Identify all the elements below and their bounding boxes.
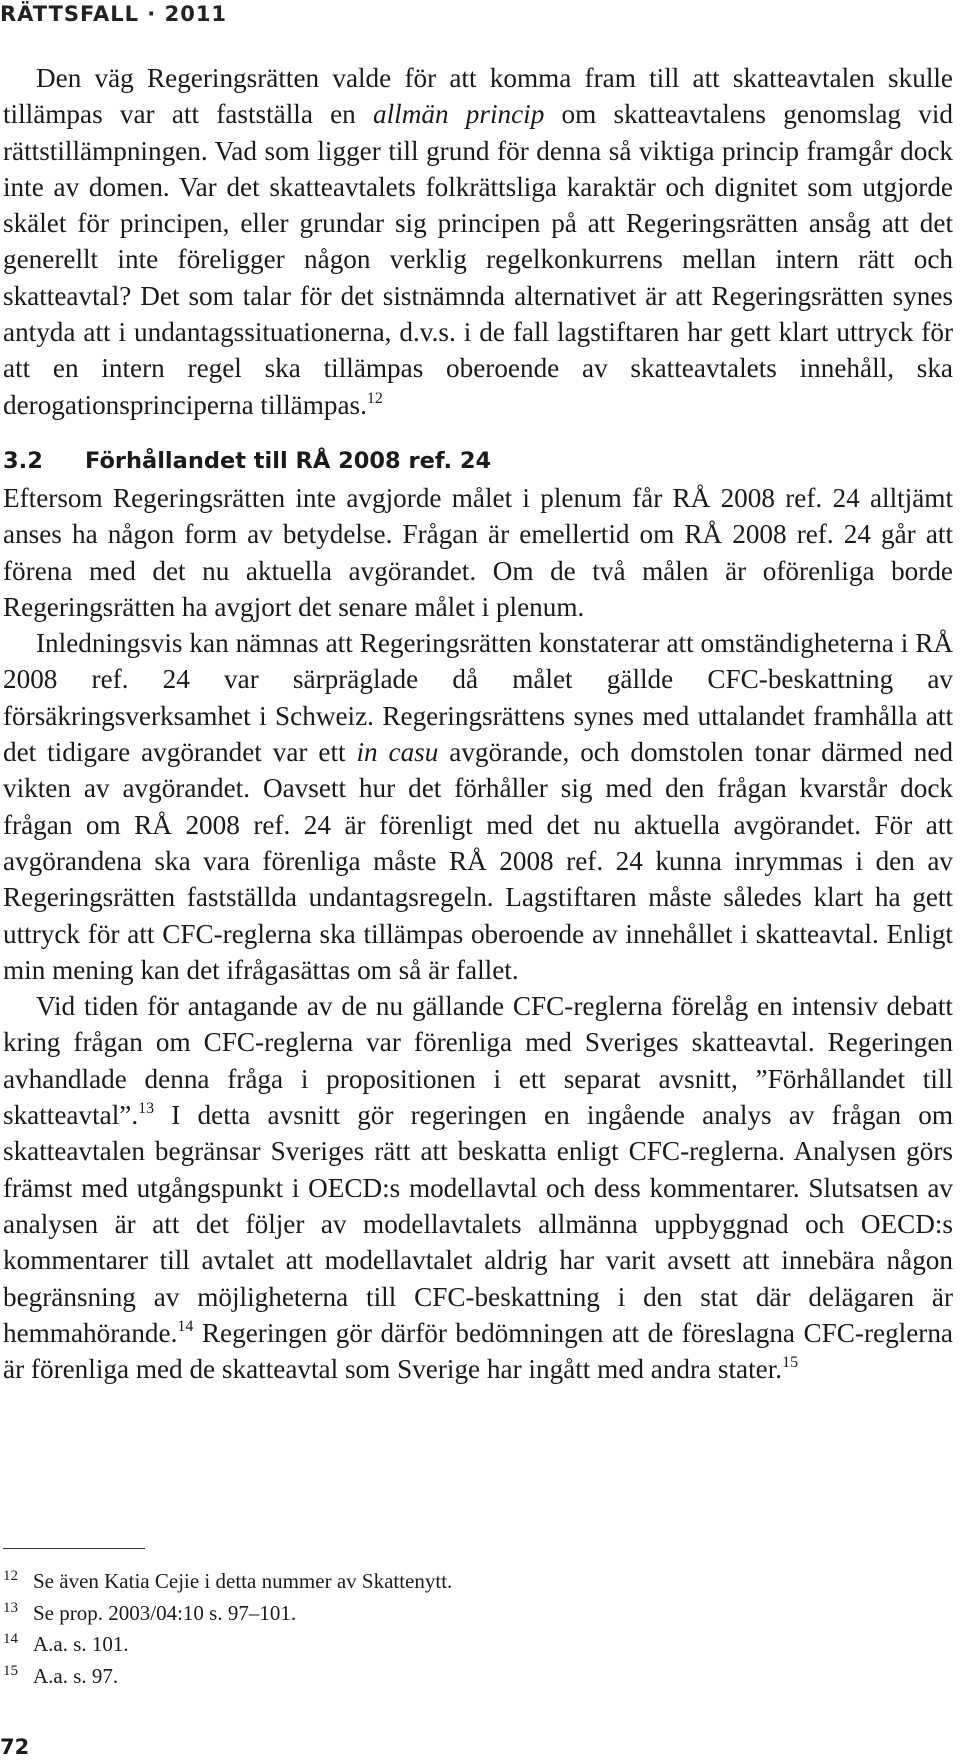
footnote-text: A.a. s. 101. <box>33 1632 129 1656</box>
footnote-ref-14[interactable]: 14 <box>177 1317 194 1335</box>
section-number: 3.2 <box>3 447 43 474</box>
footnote-item <box>3 1661 903 1693</box>
footnotes <box>3 1566 903 1692</box>
footnote-item <box>3 1566 903 1598</box>
footnote-number: 14 <box>3 1631 18 1647</box>
footnote-number: 12 <box>3 1568 18 1584</box>
footnote-text: Se även Katia Cejie i detta nummer av Skattenytt. <box>33 1569 453 1593</box>
section-heading <box>3 446 953 476</box>
article-body <box>3 60 953 1387</box>
footnote-number: 13 <box>3 1599 18 1616</box>
footnote-text: A.a. s. 97. <box>33 1663 119 1688</box>
paragraph-3: Inledningsvis kan nämnas att Regeringsrätten konstaterar att omständigheterna i RÅ 2008 ref. 24 var särpräglade då målet gällde CFC-beskattning av försäkringsverksamhet i Schweiz. Regeringsrättens synes med uttalandet framhålla att det tidigare avgörandet var ett in casu avgörande, och domstolen tonar därmed ned vikten av avgörandet. Oavsett hur det förhåller sig med den frågan kvarstår dock frågan om RÅ 2008 ref. 24 är förenligt med det nu aktuella avgörandet. För att avgörandena ska vara förenliga måste RÅ 2008 ref. 24 kunna inrymmas i den av Regeringsrätten fastställda undantagsregeln. Lagstiftaren måste således klart ha gett uttryck för att CFC-reglerna ska tillämpas oberoende av innehållet i skatteavtal. Enligt min mening kan det ifrågasättas om så är fallet. <box>3 628 953 985</box>
footnote-item <box>3 1598 903 1630</box>
footnote-ref-12[interactable]: 12 <box>366 389 383 407</box>
footnote-ref-15[interactable]: 15 <box>782 1354 799 1372</box>
footnote-text: Se prop. 2003/04:10 s. 97–101. <box>33 1600 297 1625</box>
emphasis-allman-princip: allmän princip <box>373 99 545 130</box>
footnote-number: 15 <box>3 1662 18 1679</box>
section-title: Förhållandet till RÅ 2008 ref. 24 <box>85 447 492 474</box>
footnote-item <box>3 1629 903 1661</box>
running-head: RÄTTSFALL · 2011 <box>0 2 228 26</box>
footnote-ref-13[interactable]: 13 <box>138 1100 155 1118</box>
footnote-divider <box>3 1548 145 1549</box>
paragraph-2: Eftersom Regeringsrätten inte avgjorde målet i plenum får RÅ 2008 ref. 24 alltjämt anses ha någon form av betydelse. Frågan är emellertid om RÅ 2008 ref. 24 går att förena med det nu aktuella avgörandet. Om de två målen är oförenliga borde Regeringsrätten ha avgjort det senare målet i plenum. <box>3 482 953 622</box>
page-number: 72 <box>0 1735 30 1759</box>
paragraph-1: Den väg Regeringsrätten valde för att komma fram till att skatteavtalen skulle tillämpas var att fastställa en allmän princip om skatteavtalens genomslag vid rättstillämpningen. Vad som ligger till grund för denna så viktiga princip framgår dock inte av domen. Var det skatteavtalets folkrättsliga karaktär och dignitet som utgjorde skälet för principen, eller grundar sig principen på att Regeringsrätten ansåg att det generellt inte föreligger någon verklig regelkonkurrens mellan intern rätt och skatteavtal? Det som talar för det sistnämnda alternativet är att Regeringsrätten synes antyda att i undantagssituationerna, d.v.s. i de fall lagstiftaren har gett klart uttryck för att en intern regel ska tillämpas oberoende av skatteavtalets innehåll, ska derogationsprinciperna tillämpas.$^{12}$ <box>3 63 954 420</box>
paragraph-4: Vid tiden för antagande av de nu gällande CFC-reglerna förelåg en intensiv debatt kring frågan om CFC-reglerna var förenliga med Sveriges skatteavtal. Regeringen avhandlade denna fråga i propositionen i ett separat avsnitt, ”Förhållandet till skatteavtal”.$^{13}$ I detta avsnitt gör regeringen en ingående analys av frågan om skatteavtalen begränsar Sveriges rätt att beskatta enligt CFC-reglerna. Analysen görs främst med utgångspunkt i OECD:s modellavtal och dess kommentarer. Slutsatsen av analysen är att det följer av modellavtalets allmänna uppbyggnad och OECD:s kommentarer till avtalet att modellavtalet aldrig har varit avsett att innebära någon begränsning av möjligheterna till CFC-beskattning i den stat där delägaren är hemmahörande.$^{14}$ Regeringen gör därför bedömningen att de föreslagna CFC-reglerna är förenliga med de skatteavtal som Sverige har ingått med andra stater.$^{15}$ <box>3 991 953 1385</box>
emphasis-in-casu: in casu <box>356 737 439 768</box>
